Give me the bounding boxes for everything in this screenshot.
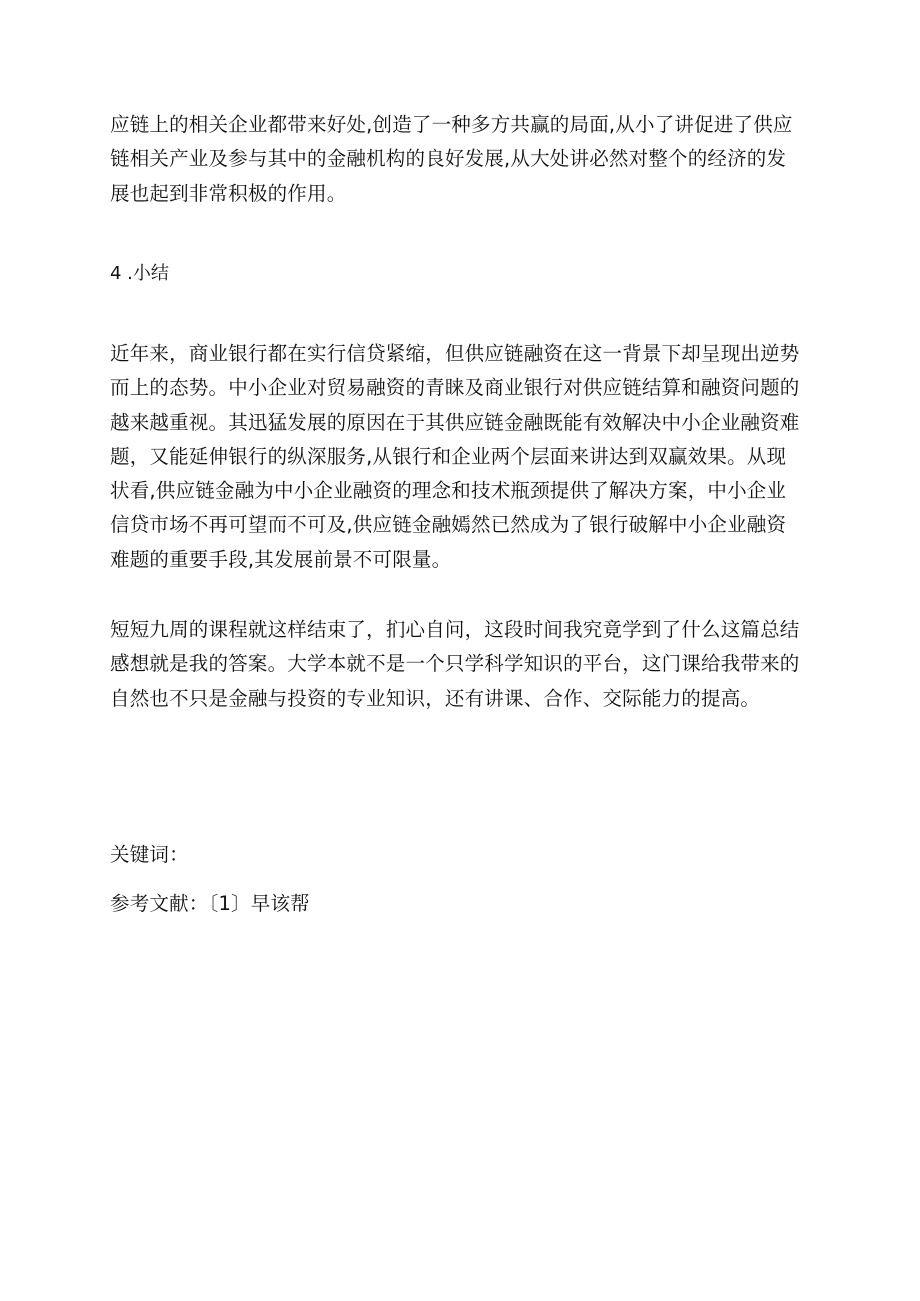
summary-line: 信贷市场不再可望而不可及,供应链金融嫣然已然成为了银行破解中小企业融资 [110,513,787,537]
keywords-label: 关键词： [110,843,189,866]
intro-line: 链相关产业及参与其中的金融机构的良好发展,从大处讲必然对整个的经济的发 [110,147,787,171]
summary-line: 近年来，商业银行都在实行信贷紧缩，但供应链融资在这一背景下却呈现出逆势 [110,342,800,365]
summary-line: 难题的重要手段,其发展前景不可限量。 [110,547,452,571]
intro-paragraph [110,108,810,211]
reflection-line: 感想就是我的答案。大学本就不是一个只学科学知识的平台，这门课给我带来的 [110,652,800,676]
summary-line: 状看,供应链金融为中小企业融资的理念和技术瓶颈提供了解决方案，中小企业 [110,479,787,503]
summary-line: 而上的态势。中小企业对贸易融资的青睐及商业银行对供应链结算和融资问题的 [110,376,800,400]
section-heading: 4 .小结 [110,263,169,284]
references-label: 参考文献：〔1〕早该帮 [110,892,310,915]
reflection-paragraph [110,613,810,716]
intro-line: 应链上的相关企业都带来好处,创造了一种多方共赢的局面,从小了讲促进了供应 [110,113,793,136]
intro-line: 展也起到非常积极的作用。 [110,181,347,205]
summary-line: 题，又能延伸银行的纵深服务,从银行和企业两个层面来讲达到双赢效果。从现 [110,444,787,468]
reflection-line: 短短九周的课程就这样结束了，扪心自问，这段时间我究竟学到了什么这篇总结 [110,618,800,641]
summary-paragraph [110,337,810,577]
reflection-line: 自然也不只是金融与投资的专业知识，还有讲课、合作、交际能力的提高。 [110,686,761,710]
summary-line: 越来越重视。其迅猛发展的原因在于其供应链金融既能有效解决中小企业融资难 [110,410,800,434]
